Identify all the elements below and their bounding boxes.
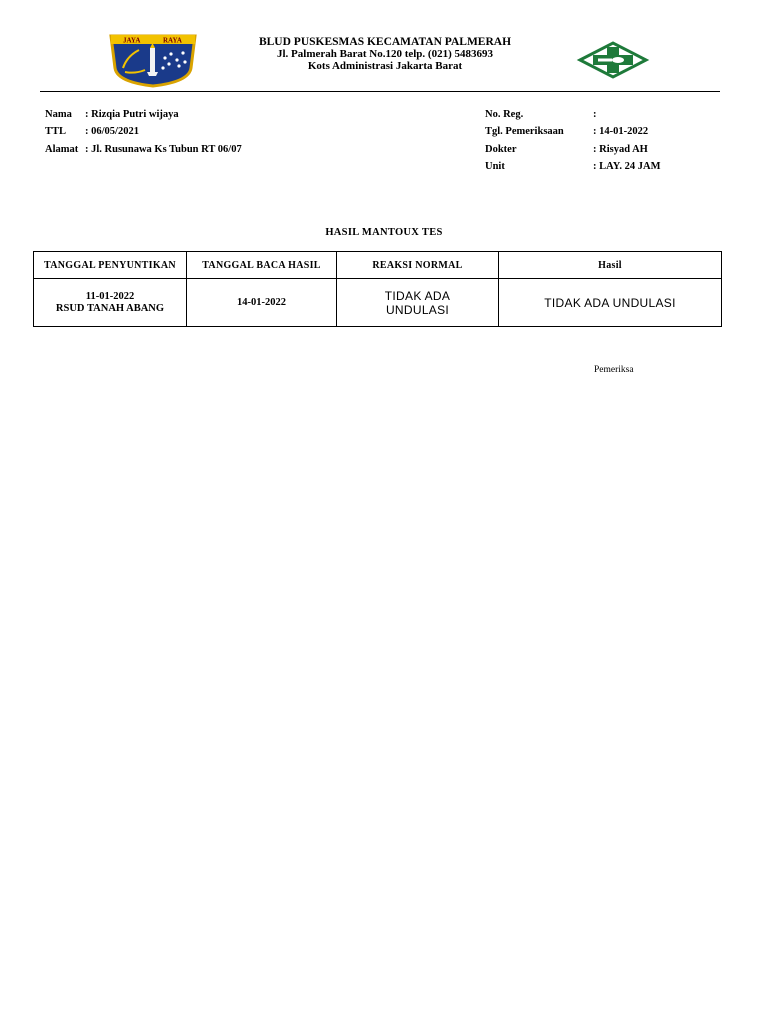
reg-label: No. Reg. — [485, 109, 524, 120]
injection-place: RSUD TANAH ABANG — [55, 302, 165, 314]
svg-text:RAYA: RAYA — [163, 36, 182, 45]
reg-value: : — [593, 109, 597, 120]
injection-date: 11-01-2022 — [85, 290, 135, 302]
patient-name-value: : Rizqia Putri wijaya — [85, 109, 179, 120]
result-table — [33, 251, 722, 327]
unit-value: : LAY. 24 JAM — [593, 161, 661, 172]
puskesmas-logo — [576, 40, 650, 80]
patient-ttl-label: TTL — [45, 126, 67, 137]
header-injection-date: TANGGAL PENYUNTIKAN — [34, 252, 187, 279]
cell-result: TIDAK ADA UNDULASI — [499, 279, 722, 327]
patient-address-label: Alamat — [45, 144, 79, 155]
patient-name-label: Nama — [45, 109, 72, 120]
table-header-row — [34, 252, 722, 279]
institution-address: Jl. Palmerah Barat No.120 telp. (021) 5483693 — [277, 48, 493, 60]
institution-city: Kots Administrasi Jakarta Barat — [307, 60, 463, 72]
section-title: HASIL MANTOUX TES — [325, 227, 443, 238]
doctor-value: : Risyad AH — [593, 144, 648, 155]
jakarta-crest-logo — [105, 34, 201, 88]
svg-text:JAYA: JAYA — [123, 36, 141, 45]
institution-name: BLUD PUSKESMAS KECAMATAN PALMERAH — [258, 36, 512, 48]
cell-injection — [34, 279, 187, 327]
exam-date-value: : 14-01-2022 — [593, 126, 649, 137]
doctor-label: Dokter — [485, 144, 517, 155]
cell-read-date: 14-01-2022 — [187, 279, 337, 327]
exam-date-label: Tgl. Pemeriksaan — [485, 126, 564, 137]
patient-address-value: : Jl. Rusunawa Ks Tubun RT 06/07 — [85, 144, 242, 155]
header-normal-reaction: REAKSI NORMAL — [337, 252, 499, 279]
examiner-label: Pemeriksa — [594, 365, 634, 375]
header-divider — [40, 91, 720, 92]
header-read-date: TANGGAL BACA HASIL — [187, 252, 337, 279]
table-row — [34, 279, 722, 327]
unit-label: Unit — [485, 161, 505, 172]
cell-normal-reaction: TIDAK ADA UNDULASI — [337, 279, 499, 327]
patient-ttl-value: : 06/05/2021 — [85, 126, 139, 137]
header-result: Hasil — [499, 252, 722, 279]
